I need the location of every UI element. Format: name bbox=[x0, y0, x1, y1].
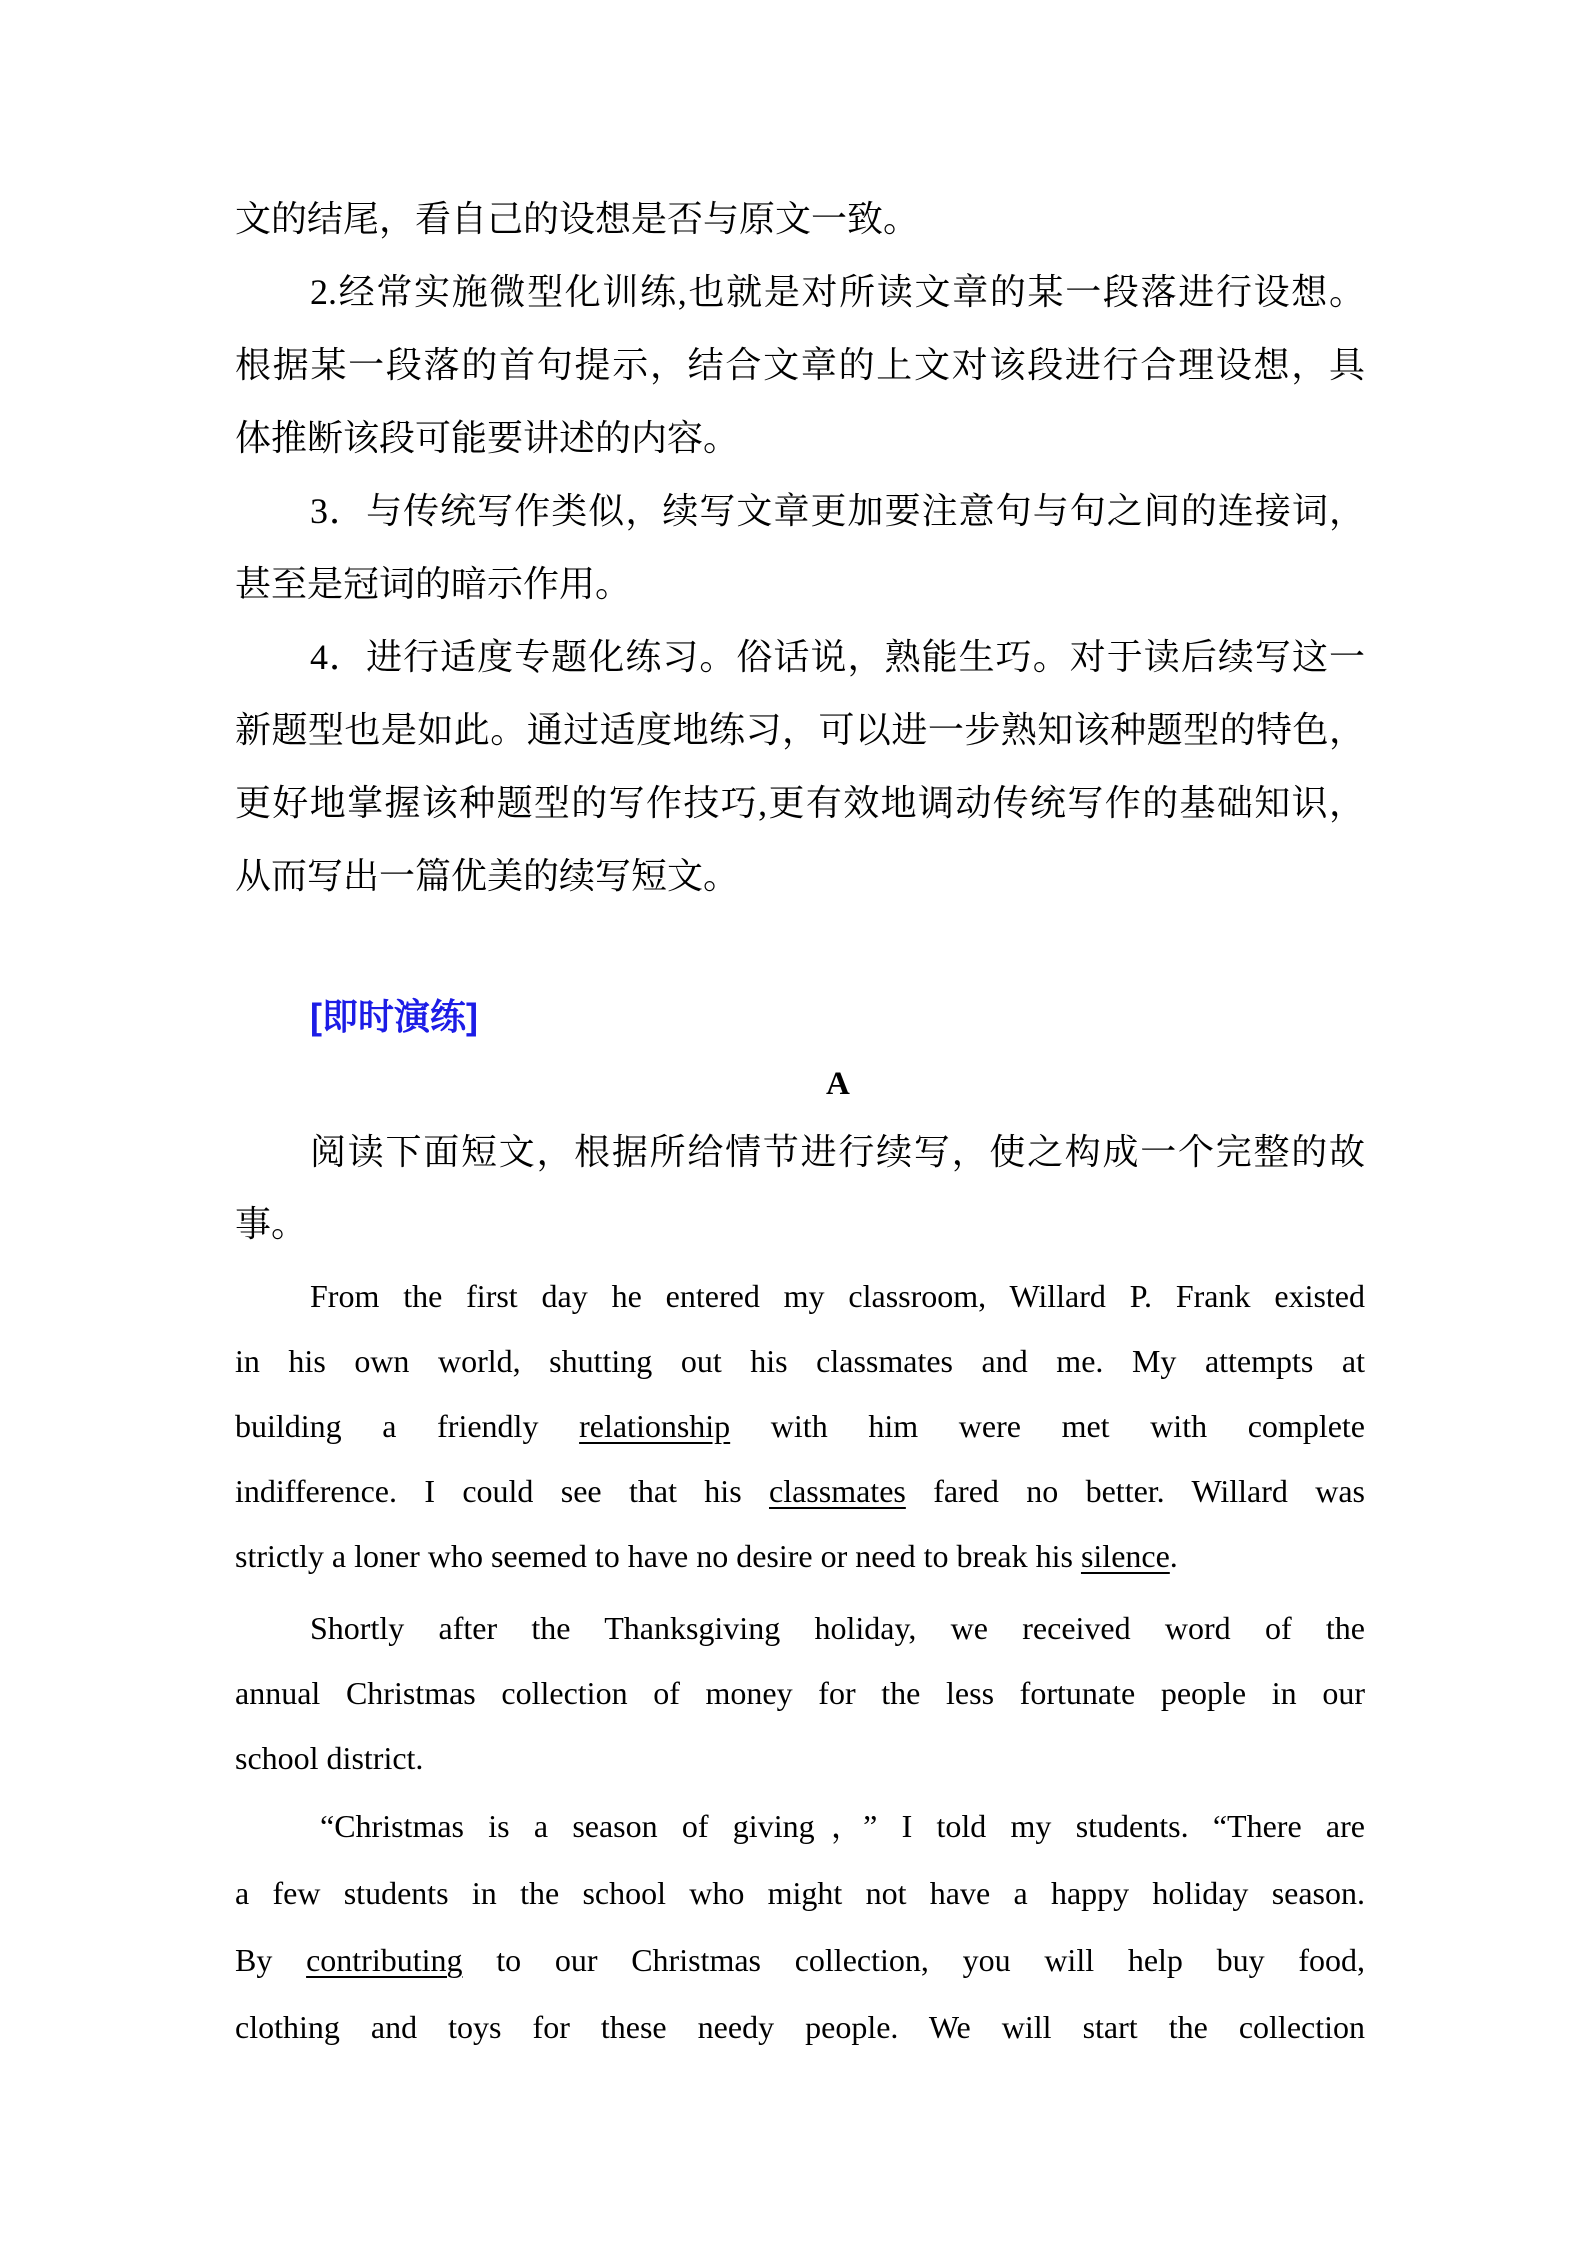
passage-line: annual Christmas collection of money for the less fortunate people in our bbox=[235, 1675, 1365, 1711]
passage-line: a few students in the school who might not have a happy holiday season. bbox=[235, 1875, 1365, 1911]
section-label: A bbox=[826, 1066, 850, 1102]
passage-line bbox=[235, 1459, 1365, 1524]
instruction-line: 事。 bbox=[235, 1204, 308, 1244]
passage-line: school district. bbox=[235, 1740, 424, 1776]
tip4-line: 从而写出一篇优美的续写短文。 bbox=[235, 856, 740, 896]
passage-text: building a friendly bbox=[235, 1408, 580, 1444]
passage-line: “Christmas is a season of giving，” I told my students. “There are bbox=[320, 1808, 1365, 1844]
passage-paragraph-2 bbox=[235, 1596, 1365, 1791]
passage-paragraph-1 bbox=[235, 1264, 1365, 1589]
passage-text: . bbox=[1169, 1538, 1178, 1574]
underlined-word: classmates bbox=[769, 1473, 906, 1509]
practice-heading: [即时演练] bbox=[310, 996, 478, 1037]
passage-line: Shortly after the Thanksgiving holiday, we received word of the bbox=[310, 1610, 1365, 1646]
tip4-line: 新题型也是如此。通过适度地练习，可以进一步熟知该种题型的特色， bbox=[235, 710, 1365, 750]
passage-line: clothing and toys for these needy people. We will start the collection bbox=[235, 2009, 1365, 2045]
passage-line bbox=[235, 1927, 1365, 1994]
tip3-line: 甚至是冠词的暗示作用。 bbox=[235, 564, 632, 604]
passage-text: to our Christmas collection, you will help buy food, bbox=[462, 1942, 1366, 1978]
writing-tips bbox=[235, 183, 1365, 913]
passage-line: From the first day he entered my classroom, Willard P. Frank existed bbox=[310, 1278, 1365, 1314]
instruction-line: 阅读下面短文，根据所给情节进行续写，使之构成一个完整的故 bbox=[310, 1132, 1365, 1172]
passage-text: with him were met with complete bbox=[730, 1408, 1366, 1444]
tip3-line: 3．与传统写作类似，续写文章更加要注意句与句之间的连接词， bbox=[310, 491, 1365, 531]
underlined-word: relationship bbox=[579, 1408, 731, 1444]
passage-line: in his own world, shutting out his classmates and me. My attempts at bbox=[235, 1343, 1365, 1379]
underlined-word: silence bbox=[1080, 1538, 1170, 1574]
passage-paragraph-3 bbox=[235, 1793, 1365, 2061]
underlined-word: contributing bbox=[306, 1942, 463, 1978]
tip1-line: 文的结尾，看自己的设想是否与原文一致。 bbox=[235, 199, 920, 239]
practice-instruction bbox=[235, 1116, 1365, 1260]
tip2-line: 2.经常实施微型化训练,也就是对所读文章的某一段落进行设想。 bbox=[310, 272, 1365, 312]
passage-text: By bbox=[235, 1942, 307, 1978]
tip2-line: 根据某一段落的首句提示，结合文章的上文对该段进行合理设想，具 bbox=[235, 345, 1365, 385]
passage-text: fared no better. Willard was bbox=[905, 1473, 1366, 1509]
tip4-line: 4．进行适度专题化练习。俗话说，熟能生巧。对于读后续写这一 bbox=[310, 637, 1365, 677]
passage-text: indifference. I could see that his bbox=[235, 1473, 769, 1509]
passage-text: strictly a loner who seemed to have no desire or need to break his bbox=[235, 1538, 1081, 1574]
tip4-line: 更好地掌握该种题型的写作技巧,更有效地调动传统写作的基础知识， bbox=[235, 783, 1365, 823]
passage-line bbox=[235, 1524, 1365, 1589]
tip2-line: 体推断该段可能要讲述的内容。 bbox=[235, 418, 740, 458]
passage-line bbox=[235, 1394, 1365, 1459]
